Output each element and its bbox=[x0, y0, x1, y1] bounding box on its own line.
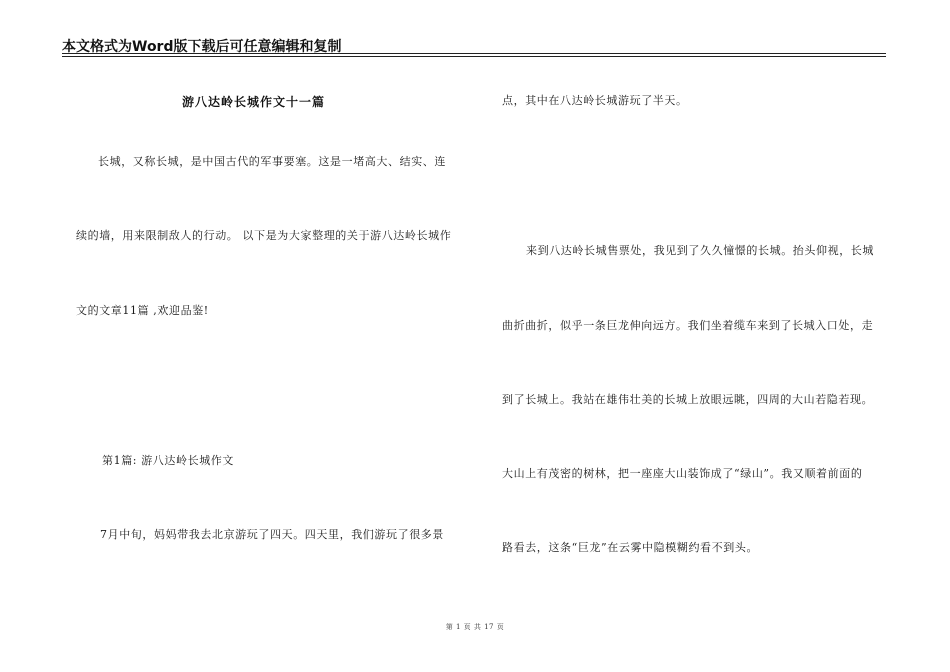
paragraph-line: 路看去，这条“巨龙”在云雾中隐模糊约看不到头。 bbox=[502, 541, 759, 554]
paragraph-line: 文的文章11篇 ,欢迎品鉴! bbox=[76, 304, 209, 317]
article-title: 游八达岭长城作文十一篇 bbox=[182, 95, 326, 109]
paragraph-line: 大山上有茂密的树林，把一座座大山装饰成了“绿山”。我又顺着前面的 bbox=[502, 467, 863, 480]
paragraph-line: 曲折曲折，似乎一条巨龙伸向远方。我们坐着缆车来到了长城入口处，走 bbox=[502, 319, 874, 332]
paragraph-line: 续的墙，用来限制敌人的行动。 以下是为大家整理的关于游八达岭长城作 bbox=[76, 229, 452, 242]
paragraph-line: 点，其中在八达岭长城游玩了半天。 bbox=[502, 94, 688, 107]
right-column bbox=[502, 0, 892, 672]
paragraph-line: 来到八达岭长城售票处，我见到了久久憧憬的长城。抬头仰视，长城 bbox=[526, 244, 874, 257]
left-column bbox=[62, 0, 472, 672]
paragraph-line: 长城，又称长城，是中国古代的军事要塞。这是一堵高大、结实、连 bbox=[98, 155, 446, 168]
section-heading: 第1篇: 游八达岭长城作文 bbox=[102, 454, 235, 467]
paragraph-line: 到了长城上。我站在雄伟壮美的长城上放眼远眺，四周的大山若隐若现。 bbox=[502, 393, 874, 406]
header-title: 本文格式为Word版下载后可任意编辑和复制 bbox=[62, 39, 342, 55]
paragraph-line: 7月中旬，妈妈带我去北京游玩了四天。四天里，我们游玩了很多景 bbox=[100, 528, 444, 541]
page-number-footer: 第 1 页 共 17 页 bbox=[445, 623, 505, 631]
